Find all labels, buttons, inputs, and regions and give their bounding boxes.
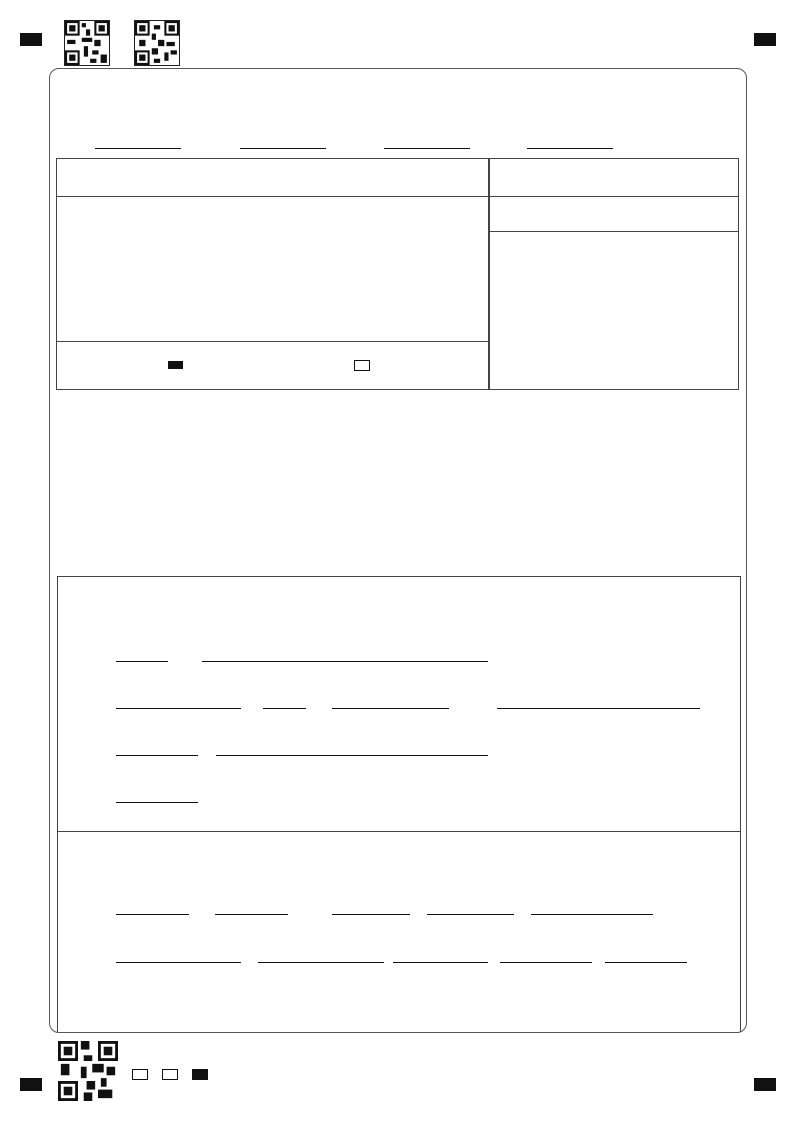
seat-field[interactable]: [527, 148, 613, 149]
answer-line[interactable]: [332, 708, 449, 709]
filled-sample-icon: [168, 361, 183, 369]
footer-box: [132, 1069, 148, 1080]
answer-line[interactable]: [497, 708, 700, 709]
footer-filled-box: [192, 1069, 208, 1080]
absent-mark-box[interactable]: [354, 360, 370, 371]
answer-line[interactable]: [605, 962, 687, 963]
footer-qr-code: [58, 1041, 118, 1101]
notes-box: [56, 158, 490, 390]
answer-line[interactable]: [500, 962, 592, 963]
name-field[interactable]: [95, 148, 181, 149]
answer-line[interactable]: [215, 914, 288, 915]
answer-line[interactable]: [116, 661, 168, 662]
answer-line[interactable]: [258, 962, 384, 963]
app-qr-code: [64, 20, 110, 66]
answer-line[interactable]: [116, 962, 241, 963]
answer-line[interactable]: [531, 914, 653, 915]
answer-line[interactable]: [116, 802, 198, 803]
answer-line[interactable]: [263, 708, 306, 709]
divider: [56, 196, 489, 197]
wechat-qr-code: [134, 20, 180, 66]
answer-line[interactable]: [427, 914, 514, 915]
answer-line[interactable]: [116, 708, 241, 709]
answer-line[interactable]: [116, 755, 198, 756]
school-field[interactable]: [240, 148, 326, 149]
corner-mark: [20, 1078, 42, 1091]
class-field[interactable]: [384, 148, 470, 149]
footer-box: [162, 1069, 178, 1080]
divider: [488, 196, 738, 197]
divider: [57, 831, 740, 832]
answer-line[interactable]: [332, 914, 410, 915]
answer-line[interactable]: [116, 914, 189, 915]
corner-mark: [754, 33, 776, 46]
exam-id-box: [488, 158, 739, 390]
answer-line[interactable]: [216, 755, 488, 756]
divider: [488, 231, 738, 232]
answer-line[interactable]: [202, 661, 488, 662]
answer-line[interactable]: [393, 962, 488, 963]
corner-mark: [20, 33, 42, 46]
corner-mark: [754, 1078, 776, 1091]
divider: [56, 341, 489, 342]
answer-box: [57, 576, 741, 1032]
